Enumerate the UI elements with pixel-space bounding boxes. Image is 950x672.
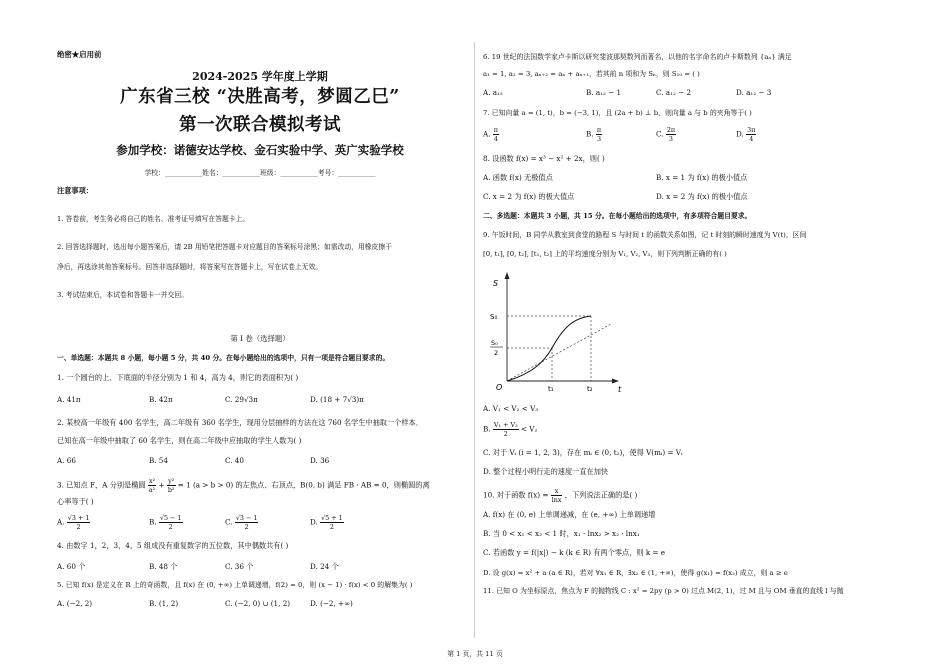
q1-option-a: A. 41π [57,395,81,404]
q1-option-d: D. (18 + 7√3)π [310,395,364,404]
left-column [52,0,468,640]
page-footer: 第 1 页，共 11 页 [447,650,503,658]
q2-option-a: A. 66 [57,456,76,465]
q6-stem-line2: a₁ = 1, a₂ = 3, aₙ₊₂ = aₙ + aₙ₊₁，若其前 n 项和为 Sₙ，则 S₁₀ = ( ) [483,70,700,78]
note-3: 3. 考试结束后，本试卷和答题卡一并交回。 [57,291,188,299]
q10-option-b: B. 当 0 < x₁ < x₂ < 1 时，x₁ · lnx₂ > x₂ · lnx₁ [483,529,640,538]
q8-option-c: C. x = 2 为 f(x) 的极大值点 [483,192,575,201]
graph-s-label: S [493,279,499,288]
q10-option-c: C. 若函数 y = f(|x|) − k (k ∈ R) 有两个零点，则 k = e [483,548,666,557]
q3-stem-part1: 3. 已知点 F，A 分别是椭圆 [57,480,146,490]
q8-option-b: B. x = 1 为 f(x) 的极小值点 [656,173,748,182]
section1-heading: 一、单选题：本题共 8 小题，每小题 5 分，共 40 分。在每小题给出的选项中，只有一项是符合题目要求的。 [57,354,390,362]
ellipse-x-term: $\frac{\text{x²}}{\text{a²}}$ [148,477,156,494]
q9-option-b: B. $\frac{\text{V₁ + V₃}}{2}$ < V₂ [483,421,538,438]
school-year: 2024-2025 学年度上学期 [192,70,328,83]
column-divider [474,42,475,638]
q10-stem: 10. 对于函数 f(x) = $\frac{x}{\ln x}$ ，下列说法正确的是( ) [483,487,638,504]
q6-option-d: D. a₁₂ − 3 [736,88,772,97]
graph-half-num: S₀ [491,339,498,347]
q5-option-b: B. (1, 2) [149,599,179,608]
note-1: 1. 答卷前，考生务必将自己的姓名、准考证号填写在答题卡上。 [57,215,250,223]
q6-option-a: A. a₁₂ [483,88,503,97]
q2-option-c: C. 40 [225,456,244,465]
q5-option-d: D. (−2, +∞) [310,599,353,608]
q7-option-c: C. $\frac{2\pi}{3}$ [656,126,676,143]
graph-t2-label: t₂ [587,385,593,393]
q5-option-c: C. (−2, 0) ∪ (1, 2) [225,599,291,608]
q1-stem: 1. 一个圆台的上、下底面的半径分别为 1 和 4，高为 4，则它的表面积为( ) [57,373,299,382]
graph-origin-label: O [496,383,503,392]
q10-option-d: D. 设 g(x) = x² + a (a ∈ R)，若对 ∀x₁ ∈ R，∃x₂ ∈ (1, +∞)，使得 g(x₁) = f(x₂) 成立，则 a ≥ e [483,569,788,577]
q4-stem: 4. 由数字 1，2，3，4，5 组成没有重复数字的五位数，其中偶数共有( ) [57,541,289,550]
q11-stem: 11. 已知 O 为坐标原点，焦点为 F 的抛物线 C : x² = 2py (p > 0) 过点 M(2, 1)，过 M 且与 OM 垂直的直线 l 与抛 [483,587,844,595]
q4-option-c: C. 36 个 [225,562,254,571]
graph-t-label: t [618,385,622,394]
q3-stem-part2: = 1 (a > b > 0) 的左焦点、右顶点，B(0, b) 满足 FB · AB = 0，则椭圆的离 [177,480,430,490]
q8-stem: 8. 设函数 f(x) = x³ − x² + 2x，则( ) [483,154,605,163]
q2-option-d: D. 36 [310,456,330,465]
student-info-fields: 学校：___________姓名：___________班级：___________考号：___________ [144,169,376,177]
q5-stem: 5. 已知 f(x) 是定义在 R 上的奇函数，且 f(x) 在 (0, +∞) 上单调递增，f(2) = 0，则 (x − 1) · f(x) < 0 的解集为( ) [57,581,413,589]
q7-option-b: B. $\frac{\pi}{3}$ [586,126,602,143]
q3-option-a: A. $\frac{√3 + 1}{2}$ [57,514,90,531]
note-2-line2: 净后，再选涂其他答案标号。回答非选择题时，将答案写在答题卡上，写在试卷上无效。 [57,263,323,271]
right-column [483,0,903,640]
q10-option-a: A. f(x) 在 (0, e) 上单调递减，在 (e, +∞) 上单调递增 [483,510,656,519]
q3-stem-line1: 3. 已知点 F，A 分别是椭圆 $\frac{\text{x²}}{\text{a²}}$ + $\frac{\text{y²}}{\text{b²}}$ = 1 (a > b > 0) 的左焦点、右顶点，B(0, b) 满足 FB · AB = 0，则椭圆的离 [57,477,430,494]
q2-option-b: B. 54 [149,456,168,465]
note-2-line1: 2. 回答选择题时，选出每小题答案后，请 2B 用铅笔把答题卡对应题目的答案标号涂黑；如需改动，用橡皮擦干 [57,243,392,251]
q7-option-a: A. $\frac{\pi}{4}$ [483,126,498,143]
q6-option-c: C. a₁₂ − 2 [656,88,692,97]
q2-stem-line1: 2. 某校高一年级有 400 名学生，高二年级有 360 名学生，现用分层抽样的方法在这 760 名学生中抽取一个样本． [57,418,423,427]
q6-option-b: B. a₁₂ − 1 [586,88,622,97]
participating-schools: 参加学校：诺德安达学校、金石实验中学、英广实验学校 [116,143,404,157]
q3-stem-line2: 心率等于( ) [57,497,94,506]
q6-stem-line1: 6. 19 世纪的法国数学家卢卡斯以研究斐波那契数列而著名，以他的名字命名的卢卡斯数列 {aₙ} 满足 [483,53,792,61]
graph-t1-label: t₁ [548,385,554,393]
notes-heading: 注意事项： [57,186,93,195]
q9-option-d: D. 整个过程小明行走的速度一直在加快 [483,467,609,476]
exam-title: 广东省三校 “决胜高考，梦圆乙巳” [120,87,400,107]
distance-curve [507,316,591,381]
q9-stem-line2: [0, t₁], [0, t₂], [t₁, t₂] 上的平均速度分别为 V₁, V₂, V₃，则下列判断正确的有( ) [483,250,727,258]
q2-stem-line2: 已知在高一年级中抽取了 60 名学生，则在高二年级中应抽取的学生人数为( ) [57,436,302,445]
ellipse-y-term: $\frac{\text{y²}}{\text{b²}}$ [167,477,175,494]
q7-option-d: D. $\frac{3\pi}{4}$ [736,126,756,143]
q9-option-c: C. 对于 Vᵢ (i = 1, 2, 3)，存在 mᵢ ∈ (0, t₂)，使得 V(mᵢ) = Vᵢ [483,448,683,457]
exam-subtitle: 第一次联合模拟考试 [179,115,341,135]
q3-option-c: C. $\frac{√3 - 1}{2}$ [225,514,258,531]
q4-option-a: A. 60 个 [57,562,86,571]
part1-heading: 第 I 卷（选择题） [230,334,290,343]
q1-option-c: C. 29√3π [225,395,258,404]
q4-option-b: B. 48 个 [149,562,178,571]
q8-option-a: A. 函数 f(x) 无极值点 [483,173,553,182]
q9-option-a: A. V₁ < V₂ < V₃ [483,404,539,413]
q7-stem: 7. 已知向量 a = (1, t)，b = (−3, 1)，且 (2a + b) ⊥ b，则向量 a 与 b 的夹角等于( ) [483,109,752,117]
q3-option-d: D. $\frac{√5 + 1}{2}$ [310,514,343,531]
section2-heading: 二、多选题：本题共 3 小题，共 15 分。在每小题给出的选项中，有多项符合题目要求。 [483,212,752,220]
distance-time-graph [485,266,625,396]
q3-option-b: B. $\frac{√5 - 1}{2}$ [149,514,182,531]
graph-s0-label: S₀ [490,313,498,321]
q9-stem-line1: 9. 午饭时间，B 同学从教室到食堂的路程 S 与时间 t 的函数关系如图，记 t 时刻的瞬时速度为 V(t)，区间 [483,231,807,239]
q4-option-d: D. 24 个 [310,562,339,571]
q1-option-b: B. 42π [149,395,173,404]
q8-option-d: D. x = 2 为 f(x) 的极小值点 [656,192,748,201]
q5-option-a: A. (−2, 2) [57,599,93,608]
graph-half-den: 2 [494,349,499,357]
secret-label: 绝密★启用前 [57,50,102,59]
